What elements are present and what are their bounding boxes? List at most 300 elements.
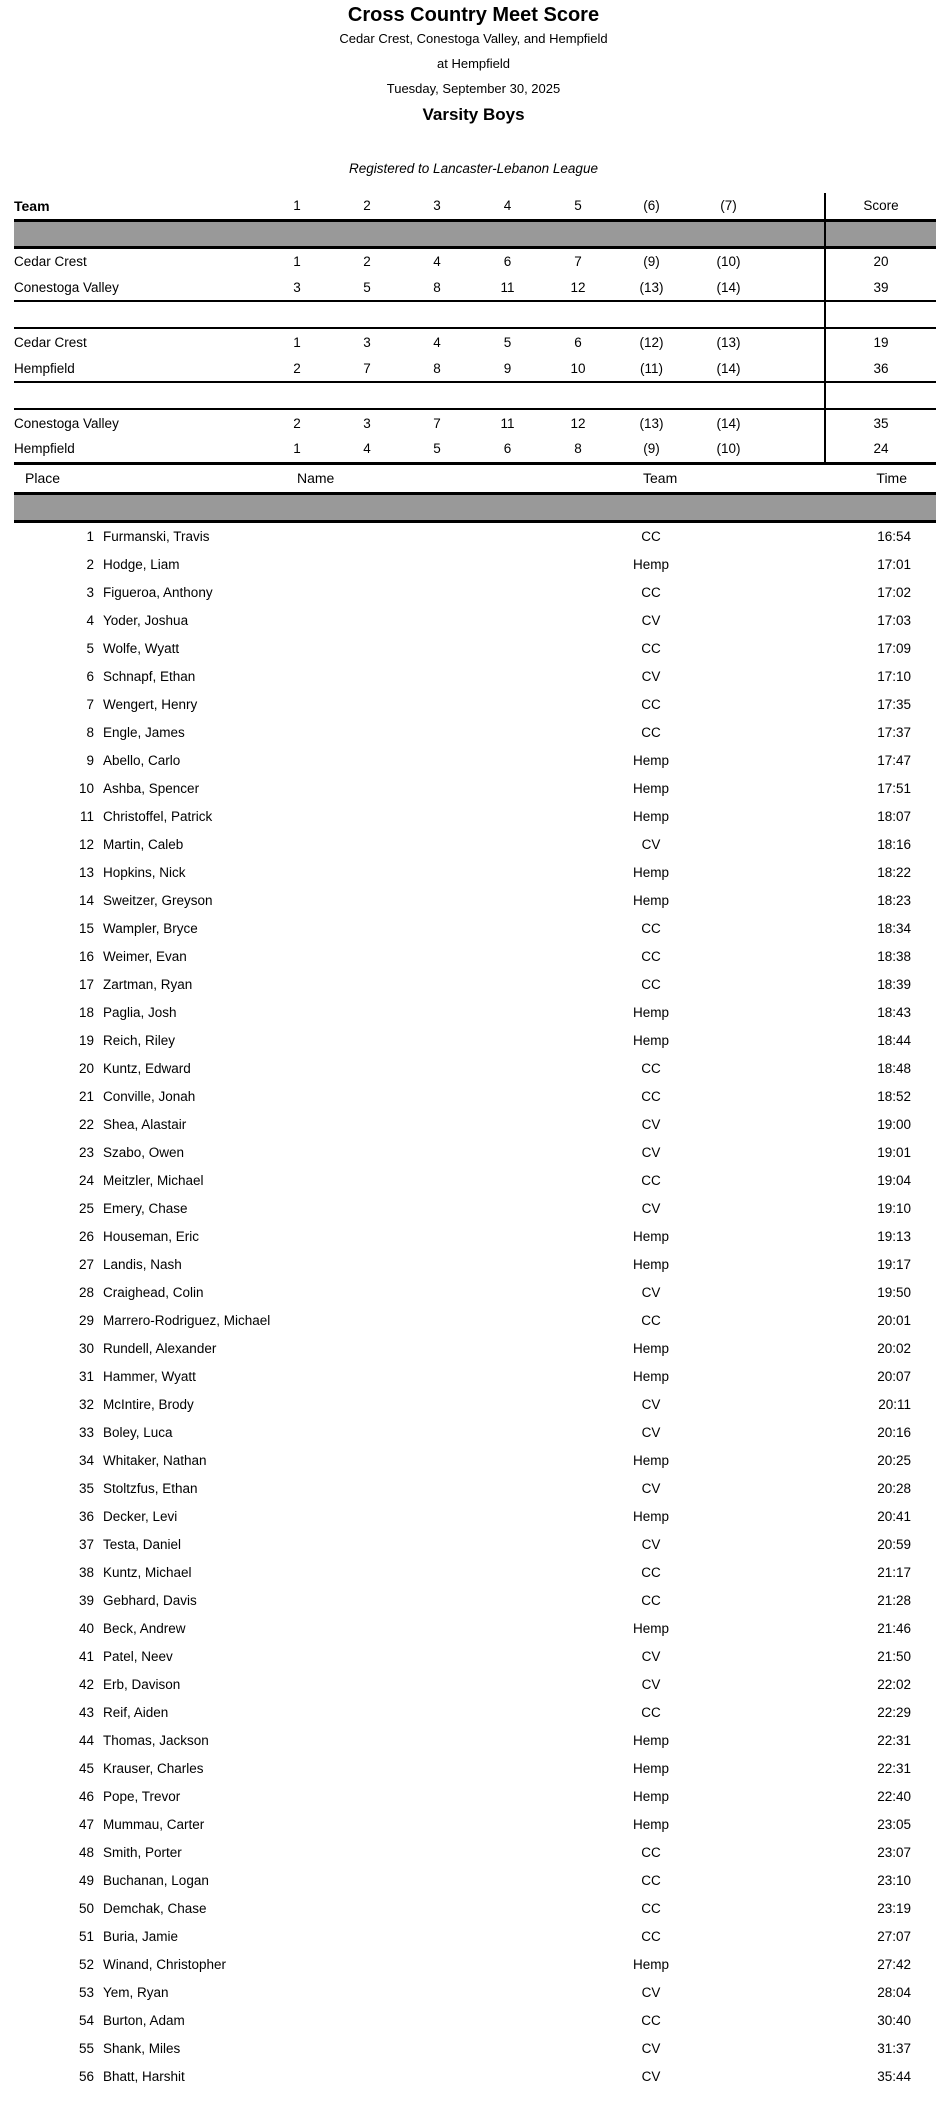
result-row: [0, 2035, 947, 2063]
runner-team: Hemp: [632, 1817, 669, 1832]
result-row: [0, 1895, 947, 1923]
runner-team: CC: [641, 1845, 661, 1860]
runner-time: 21:46: [877, 1621, 911, 1636]
runner-place: 39: [78, 1593, 94, 1608]
meet-separator-row: [14, 382, 936, 409]
place-number-cell: 12: [570, 415, 586, 431]
runner-time: 16:54: [877, 529, 911, 544]
runner-name: Patel, Neev: [103, 1649, 173, 1664]
results-table-header-row: [14, 465, 936, 492]
runner-time: 17:01: [877, 557, 911, 572]
runner-team: CC: [641, 949, 661, 964]
place-number-cell: 5: [503, 334, 512, 350]
row-tail-spacer: [911, 1587, 947, 1615]
row-tail-spacer: [911, 831, 947, 859]
result-row: [0, 1111, 947, 1139]
runner-team: CC: [641, 1873, 661, 1888]
row-tail-spacer: [911, 1615, 947, 1643]
runner-time: 20:41: [877, 1509, 911, 1524]
runner-name: Thomas, Jackson: [103, 1733, 209, 1748]
runner-name: Mummau, Carter: [103, 1817, 205, 1832]
runner-team: Hemp: [632, 865, 669, 880]
runner-place: 53: [78, 1985, 94, 2000]
result-row: [0, 971, 947, 999]
score-table-header-row: [14, 193, 936, 220]
runner-place: 28: [78, 1285, 94, 1300]
row-tail-spacer: [911, 1055, 947, 1083]
meet-date-line: Tuesday, September 30, 2025: [386, 81, 561, 96]
runner-name: Szabo, Owen: [103, 1145, 185, 1160]
runner-time: 18:38: [877, 949, 911, 964]
runner-place: 7: [86, 697, 94, 712]
runner-place: 40: [78, 1621, 94, 1636]
result-row: [0, 1531, 947, 1559]
runner-place: 30: [78, 1341, 94, 1356]
runner-place: 20: [78, 1061, 94, 1076]
runner-name: Gebhard, Davis: [103, 1593, 197, 1608]
runner-time: 22:31: [877, 1761, 911, 1776]
runner-team: CV: [641, 837, 661, 852]
runner-name: Marrero-Rodriguez, Michael: [103, 1313, 271, 1328]
result-row: [0, 691, 947, 719]
spacer-cell: [767, 436, 825, 463]
row-tail-spacer: [911, 1559, 947, 1587]
runner-time: 20:25: [877, 1453, 911, 1468]
runner-place: 2: [86, 557, 94, 572]
runner-team: Hemp: [632, 1257, 669, 1272]
team-score-cell: 24: [825, 436, 936, 463]
row-tail-spacer: [911, 1027, 947, 1055]
place-number-cell: (13): [716, 334, 741, 350]
result-row: [0, 915, 947, 943]
runner-place: 27: [78, 1257, 94, 1272]
place-number-cell: 7: [574, 253, 582, 269]
runner-team: Hemp: [632, 1733, 669, 1748]
page-title: Cross Country Meet Score: [347, 4, 600, 26]
runner-place: 5: [86, 641, 94, 656]
runner-name: Craighead, Colin: [103, 1285, 204, 1300]
runner-team: CV: [641, 1397, 661, 1412]
runner-name: Martin, Caleb: [103, 837, 184, 852]
place-number-cell: 9: [472, 355, 543, 382]
runner-name: Buria, Jamie: [103, 1929, 179, 1944]
place-number-cell: 2: [262, 355, 332, 382]
result-row: [0, 1419, 947, 1447]
row-tail-spacer: [911, 803, 947, 831]
result-row: [0, 747, 947, 775]
runner-name: Engle, James: [103, 725, 185, 740]
runner-team: Hemp: [632, 1033, 669, 1048]
runner-name: Zartman, Ryan: [103, 977, 193, 992]
result-row: [0, 1083, 947, 1111]
runner-name: Bhatt, Harshit: [103, 2069, 185, 2084]
score-col-header-1: 1: [293, 198, 301, 214]
runner-team: CC: [641, 1565, 661, 1580]
runner-place: 29: [78, 1313, 94, 1328]
runner-name: Pope, Trevor: [103, 1789, 181, 1804]
place-number-cell: 6: [574, 334, 582, 350]
row-tail-spacer: [911, 1811, 947, 1839]
place-number-cell: 8: [402, 355, 472, 382]
runner-time: 23:07: [877, 1845, 911, 1860]
row-tail-spacer: [911, 915, 947, 943]
row-tail-spacer: [911, 1727, 947, 1755]
runner-name: Testa, Daniel: [103, 1537, 182, 1552]
runner-team: CC: [641, 1089, 661, 1104]
runner-name: Reif, Aiden: [103, 1705, 169, 1720]
runner-place: 32: [78, 1397, 94, 1412]
runner-time: 17:35: [877, 697, 911, 712]
result-row: [0, 1755, 947, 1783]
team-score-cell: 36: [825, 355, 936, 382]
spacer-cell: [767, 193, 825, 220]
runner-time: 20:07: [877, 1369, 911, 1384]
runner-time: 30:40: [877, 2013, 911, 2028]
place-number-cell: 6: [503, 253, 512, 269]
result-row: [0, 1195, 947, 1223]
runner-time: 20:02: [877, 1341, 911, 1356]
row-tail-spacer: [911, 1195, 947, 1223]
score-col-header-4: 4: [503, 198, 512, 214]
row-tail-spacer: [911, 859, 947, 887]
spacer-cell: [767, 409, 825, 436]
runner-name: Krauser, Charles: [103, 1761, 204, 1776]
runner-time: 21:17: [877, 1565, 911, 1580]
row-tail-spacer: [911, 579, 947, 607]
runner-name: Hopkins, Nick: [103, 865, 186, 880]
division-title: Varsity Boys: [422, 105, 525, 124]
runner-time: 18:23: [877, 893, 911, 908]
result-row: [0, 1727, 947, 1755]
result-row: [0, 1223, 947, 1251]
place-number-cell: (13): [639, 415, 664, 431]
runner-team: CV: [641, 1649, 661, 1664]
runner-place: 3: [86, 585, 94, 600]
runner-place: 43: [78, 1705, 94, 1720]
spacer-cell: [767, 355, 825, 382]
row-tail-spacer: [911, 607, 947, 635]
runner-name: Kuntz, Michael: [103, 1565, 192, 1580]
result-row: [0, 1055, 947, 1083]
separator-bar-cell: [14, 220, 262, 247]
runner-name: Houseman, Eric: [103, 1229, 200, 1244]
score-col-header-2: 2: [363, 198, 371, 214]
runner-name: Shea, Alastair: [103, 1117, 187, 1132]
runner-place: 46: [78, 1789, 94, 1804]
team-score-cell: 39: [825, 274, 936, 301]
score-col-header-7: (7): [720, 198, 737, 214]
result-row: [0, 943, 947, 971]
runner-name: Kuntz, Edward: [103, 1061, 191, 1076]
runner-team: Hemp: [632, 893, 669, 908]
runner-place: 26: [78, 1229, 94, 1244]
score-row: [14, 409, 936, 436]
place-number-cell: 11: [500, 415, 515, 431]
result-row: [0, 1643, 947, 1671]
runner-time: 18:22: [877, 865, 911, 880]
score-col-header-6: (6): [643, 198, 660, 214]
team-score-cell: 35: [825, 409, 936, 436]
runner-team: Hemp: [632, 1341, 669, 1356]
result-row: [0, 1811, 947, 1839]
runner-name: Yem, Ryan: [103, 1985, 169, 2000]
runner-name: Erb, Davison: [103, 1677, 181, 1692]
runner-time: 20:11: [878, 1397, 911, 1412]
place-number-cell: 8: [402, 274, 472, 301]
place-number-cell: 5: [402, 436, 472, 463]
result-row: [0, 1167, 947, 1195]
runner-place: 18: [78, 1005, 94, 1020]
score-table-separator-bar: [14, 220, 936, 247]
runner-name: Figueroa, Anthony: [103, 585, 213, 600]
runner-time: 19:50: [877, 1285, 911, 1300]
result-row: [0, 663, 947, 691]
result-row: [0, 1979, 947, 2007]
runner-team: CC: [641, 529, 661, 544]
runner-place: 52: [78, 1957, 94, 1972]
meet-teams-line: Cedar Crest, Conestoga Valley, and Hempfield: [339, 31, 608, 46]
row-tail-spacer: [911, 691, 947, 719]
runner-time: 35:44: [877, 2069, 911, 2084]
runner-team: Hemp: [632, 557, 669, 572]
runner-time: 19:01: [877, 1145, 911, 1160]
row-tail-spacer: [911, 1363, 947, 1391]
runner-team: CC: [641, 977, 661, 992]
runner-place: 6: [86, 669, 94, 684]
row-tail-spacer: [911, 1139, 947, 1167]
runner-name: Reich, Riley: [103, 1033, 176, 1048]
runner-name: Boley, Luca: [103, 1425, 173, 1440]
runner-time: 21:50: [877, 1649, 911, 1664]
runner-name: Beck, Andrew: [103, 1621, 186, 1636]
team-score-cell: 20: [825, 247, 936, 274]
row-tail-spacer: [911, 1167, 947, 1195]
result-row: [0, 803, 947, 831]
runner-team: Hemp: [632, 1509, 669, 1524]
score-col-header-team: Team: [14, 197, 50, 214]
team-name-cell: Cedar Crest: [14, 334, 87, 350]
runner-place: 24: [78, 1173, 94, 1188]
place-number-cell: 7: [332, 355, 402, 382]
runner-name: Decker, Levi: [103, 1509, 178, 1524]
row-tail-spacer: [911, 2063, 947, 2091]
spacer-cell: [767, 247, 825, 274]
runner-name: Hammer, Wyatt: [103, 1369, 196, 1384]
runner-name: Schnapf, Ethan: [103, 669, 196, 684]
runner-team: CC: [641, 585, 661, 600]
runner-name: Demchak, Chase: [103, 1901, 207, 1916]
row-tail-spacer: [911, 775, 947, 803]
runner-name: Wampler, Bryce: [103, 921, 198, 936]
runner-team: CV: [641, 1145, 661, 1160]
place-number-cell: (10): [716, 253, 741, 269]
runner-place: 9: [86, 753, 94, 768]
runner-time: 18:48: [877, 1061, 911, 1076]
row-tail-spacer: [911, 1951, 947, 1979]
runner-team: Hemp: [632, 1229, 669, 1244]
runner-place: 21: [78, 1089, 94, 1104]
place-number-cell: (14): [716, 415, 741, 431]
results-header-place: Place: [25, 470, 61, 486]
result-row: [0, 719, 947, 747]
result-row: [0, 1559, 947, 1587]
runner-place: 56: [78, 2069, 94, 2084]
runner-name: Stoltzfus, Ethan: [103, 1481, 198, 1496]
result-row: [0, 607, 947, 635]
runner-time: 27:07: [877, 1929, 911, 1944]
result-row: [0, 1335, 947, 1363]
place-number-cell: (13): [613, 274, 690, 301]
team-name-cell: Hempfield: [14, 436, 262, 463]
runner-team: CC: [641, 1313, 661, 1328]
result-row: [0, 1251, 947, 1279]
score-col-header-5: 5: [574, 198, 582, 214]
row-tail-spacer: [911, 1223, 947, 1251]
runner-team: Hemp: [632, 1369, 669, 1384]
result-row: [0, 887, 947, 915]
runner-team: CV: [641, 1537, 661, 1552]
place-number-cell: 12: [543, 274, 613, 301]
row-tail-spacer: [911, 999, 947, 1027]
row-tail-spacer: [911, 1783, 947, 1811]
runner-name: Smith, Porter: [103, 1845, 182, 1860]
place-number-cell: 1: [293, 334, 301, 350]
result-row: [0, 1699, 947, 1727]
result-row: [0, 1923, 947, 1951]
place-number-cell: 5: [332, 274, 402, 301]
row-tail-spacer: [911, 1923, 947, 1951]
runner-name: Hodge, Liam: [103, 557, 180, 572]
runner-time: 17:47: [877, 753, 911, 768]
runner-place: 42: [78, 1677, 94, 1692]
row-tail-spacer: [911, 1083, 947, 1111]
place-number-cell: (9): [613, 436, 690, 463]
runner-team: CC: [641, 1705, 661, 1720]
runner-place: 12: [78, 837, 94, 852]
results-header-name: Name: [297, 470, 335, 486]
runner-name: Furmanski, Travis: [103, 529, 210, 544]
meet-separator-row: [14, 301, 936, 328]
row-tail-spacer: [911, 1755, 947, 1783]
runner-team: CC: [641, 1593, 661, 1608]
row-tail-spacer: [911, 1699, 947, 1727]
runner-place: 22: [78, 1117, 94, 1132]
runner-team: Hemp: [632, 1621, 669, 1636]
runner-place: 38: [78, 1565, 94, 1580]
runner-place: 11: [79, 809, 94, 824]
place-number-cell: 11: [472, 274, 543, 301]
place-number-cell: 3: [363, 415, 371, 431]
row-tail-spacer: [911, 523, 947, 551]
spacer-cell: [767, 274, 825, 301]
row-tail-spacer: [911, 635, 947, 663]
team-name-cell: Conestoga Valley: [14, 415, 119, 431]
score-row: [14, 436, 936, 463]
runner-team: CC: [641, 921, 661, 936]
runner-time: 18:52: [877, 1089, 911, 1104]
place-number-cell: 4: [433, 334, 441, 350]
result-row: [0, 831, 947, 859]
runner-name: Rundell, Alexander: [103, 1341, 217, 1356]
runner-place: 35: [78, 1481, 94, 1496]
runner-time: 20:01: [877, 1313, 911, 1328]
runner-name: Shank, Miles: [103, 2041, 181, 2056]
runner-name: McIntire, Brody: [103, 1397, 194, 1412]
runner-team: Hemp: [632, 1789, 669, 1804]
result-row: [0, 1475, 947, 1503]
runner-time: 20:16: [877, 1425, 911, 1440]
runner-place: 45: [78, 1761, 94, 1776]
result-row: [0, 1027, 947, 1055]
runner-place: 13: [78, 865, 94, 880]
runner-time: 23:19: [877, 1901, 911, 1916]
runner-place: 49: [78, 1873, 94, 1888]
runner-name: Wolfe, Wyatt: [103, 641, 180, 656]
runner-team: Hemp: [632, 753, 669, 768]
runner-place: 47: [78, 1817, 94, 1832]
row-tail-spacer: [911, 1839, 947, 1867]
runner-place: 33: [78, 1425, 94, 1440]
result-row: [0, 579, 947, 607]
result-row: [0, 1671, 947, 1699]
separator-score-cell: [825, 382, 936, 409]
runner-team: CC: [641, 1061, 661, 1076]
row-tail-spacer: [911, 1867, 947, 1895]
result-row: [0, 1279, 947, 1307]
runner-team: Hemp: [632, 1957, 669, 1972]
result-row: [0, 523, 947, 551]
runner-time: 18:34: [877, 921, 911, 936]
place-number-cell: 7: [433, 415, 441, 431]
row-tail-spacer: [911, 1419, 947, 1447]
runner-team: CV: [641, 669, 661, 684]
runner-name: Buchanan, Logan: [103, 1873, 209, 1888]
runner-time: 20:28: [877, 1481, 911, 1496]
runner-time: 23:10: [877, 1873, 911, 1888]
runner-team: CC: [641, 1901, 661, 1916]
runner-team: CC: [641, 1173, 661, 1188]
row-tail-spacer: [911, 1335, 947, 1363]
runner-team: CV: [641, 1201, 661, 1216]
runner-name: Landis, Nash: [103, 1257, 182, 1272]
runner-time: 23:05: [877, 1817, 911, 1832]
result-row: [0, 635, 947, 663]
result-row: [0, 2007, 947, 2035]
runner-place: 41: [78, 1649, 94, 1664]
runner-place: 34: [78, 1453, 94, 1468]
row-tail-spacer: [911, 551, 947, 579]
result-row: [0, 2063, 947, 2091]
runner-time: 20:59: [877, 1537, 911, 1552]
runner-time: 18:16: [877, 837, 911, 852]
runner-team: Hemp: [632, 1453, 669, 1468]
row-tail-spacer: [911, 1251, 947, 1279]
result-row: [0, 1867, 947, 1895]
results-header-team: Team: [643, 470, 678, 486]
runner-time: 18:43: [877, 1005, 911, 1020]
team-name-cell: Hempfield: [14, 355, 262, 382]
runner-time: 19:00: [877, 1117, 911, 1132]
runner-team: CV: [641, 1117, 661, 1132]
runner-place: 1: [86, 529, 94, 544]
runner-place: 55: [78, 2041, 94, 2056]
row-tail-spacer: [911, 943, 947, 971]
separator-cell: [14, 382, 825, 409]
row-tail-spacer: [911, 1671, 947, 1699]
result-row: [0, 1503, 947, 1531]
runner-team: CC: [641, 1929, 661, 1944]
result-row: [0, 1139, 947, 1167]
